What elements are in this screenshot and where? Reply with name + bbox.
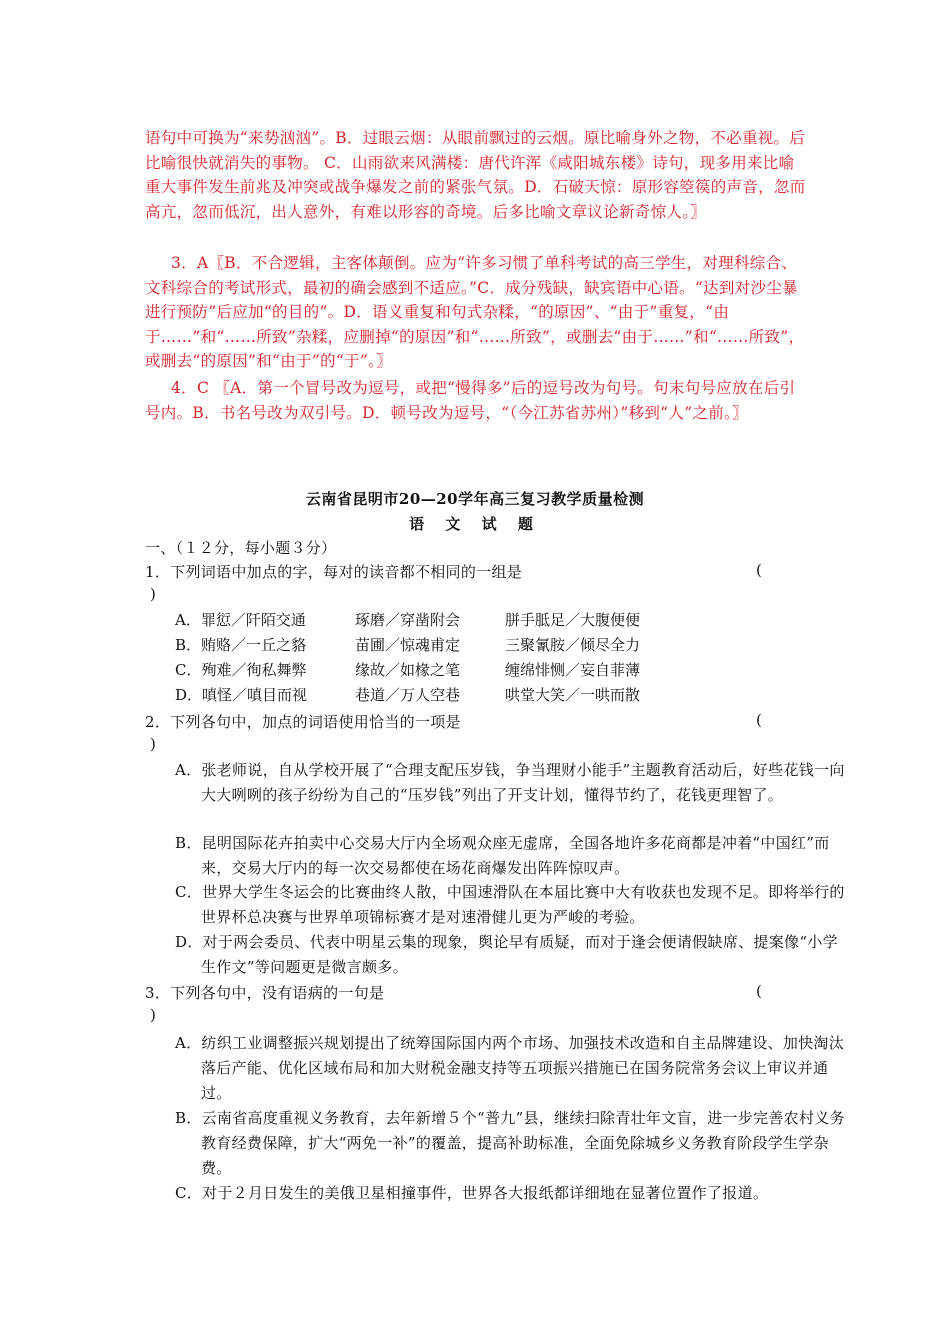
q1-answer-paren-close: ) <box>150 585 156 603</box>
q1-d-col1: D．嗔怪／嗔目而视 <box>175 686 308 704</box>
q1-stem: 1．下列词语中加点的字，每对的读音都不相同的一组是 <box>145 563 523 581</box>
q3-option-b: B．云南省高度重视义务教育，去年新增５个“普九”县，继续扫除青壮年文盲，进一步完善农村义务教育经费保障，扩大“两免一补”的覆盖，提高补助标准，全面免除城乡义务教育阶段学生学杂费。 <box>175 1109 845 1177</box>
q1-b-col3: 三聚氰胺／倾尽全力 <box>505 636 641 654</box>
q1-a-col3: 胼手胝足／大腹便便 <box>505 611 641 629</box>
answer-2-continuation: 语句中可换为“来势汹汹”。B．过眼云烟：从眼前飘过的云烟。原比喻身外之物，不必重视。后比喻很快就消失的事物。 C．山雨欲来风满楼：唐代许浑《咸阳城东楼》诗句，现多用来比喻重大事件发生前兆及冲突或战争爆发之前的紧张气氛。D．石破天惊：原形容箜篌的声音，忽而高亢，忽而低沉，出人意外，有难以形容的奇境。后多比喻文章议论新奇惊人。〗 <box>145 129 806 221</box>
q1-answer-paren-open: ( <box>756 561 762 579</box>
exam-title: 云南省昆明市20—20学年高三复习教学质量检测 <box>305 490 645 508</box>
q2-option-b: B．昆明国际花卉拍卖中心交易大厅内全场观众座无虚席，全国各地许多花商都是冲着“中国红”而来，交易大厅内的每一次交易都使在场花商爆发出阵阵惊叹声。 <box>175 834 830 877</box>
q2-answer-paren-open: ( <box>756 711 762 729</box>
q1-d-col3: 哄堂大笑／一哄而散 <box>505 686 641 704</box>
answer-3: 3．A〖B．不合逻辑，主客体颠倒。应为“许多习惯了单科考试的高三学生，对理科综合、文科综合的考试形式，最初的确会感到不适应。”C．成分残缺，缺宾语中心语。“达到对沙尘暴进行预防”后应加“的目的”。D．语义重复和句式杂糅，“的原因”、“由于”重复，“由于……”和“……所致”杂糅，应删掉“的原因”和“……所致”，或删去“由于……”和“……所致”，或删去“的原因”和“由于”的“于”。〗 <box>145 254 805 370</box>
exam-subtitle: 语 文 试 题 <box>409 515 541 533</box>
q2-option-d: D．对于两会委员、代表中明星云集的现象，舆论早有质疑，而对于逢会便请假缺席、提案像“小学生作文”等问题更是微言颇多。 <box>175 933 838 976</box>
q3-answer-paren-open: ( <box>756 982 762 1000</box>
q1-c-col3: 缠绵悱恻／妄自菲薄 <box>505 661 641 679</box>
q2-stem: 2．下列各句中，加点的词语使用恰当的一项是 <box>145 713 461 731</box>
answer-4: 4．C 〖A．第一个冒号改为逗号，或把“慢得多”后的逗号改为句号。句末句号应放在后引号内。B．书名号改为双引号。D．顿号改为逗号，“（今江苏省苏州）”移到“人”之前。〗 <box>145 379 796 422</box>
section-1-heading: 一、（１２分，每小题３分） <box>145 539 337 557</box>
q3-stem: 3．下列各句中，没有语病的一句是 <box>145 984 385 1002</box>
q3-option-a: A．纺织工业调整振兴规划提出了统筹国际国内两个市场、加强技术改造和自主品牌建设、加快淘汰落后产能、优化区域布局和加大财税金融支持等五项振兴措施已在国务院常务会议上审议并通过。 <box>175 1034 845 1102</box>
q2-answer-paren-close: ) <box>150 735 156 753</box>
q1-c-col1: C．殉难／徇私舞弊 <box>175 661 307 679</box>
q1-c-col2: 缘故／如椽之笔 <box>355 661 461 679</box>
q1-b-col1: B．贿赂／一丘之貉 <box>175 636 307 654</box>
q2-option-c: C．世界大学生冬运会的比赛曲终人散，中国速滑队在本届比赛中大有收获也发现不足。即将举行的世界杯总决赛与世界单项锦标赛才是对速滑健儿更为严峻的考验。 <box>175 883 845 926</box>
q3-answer-paren-close: ) <box>150 1006 156 1024</box>
q1-d-col2: 巷道／万人空巷 <box>355 686 461 704</box>
q3-option-c: C．对于２月日发生的美俄卫星相撞事件，世界各大报纸都详细地在显著位置作了报道。 <box>175 1184 769 1202</box>
q1-a-col1: A．罪愆／阡陌交通 <box>175 611 306 629</box>
q1-a-col2: 琢磨／穿凿附会 <box>355 611 461 629</box>
q1-b-col2: 苗圃／惊魂甫定 <box>355 636 461 654</box>
q2-option-a: A．张老师说，自从学校开展了“合理支配压岁钱，争当理财小能手”主题教育活动后，好些花钱一向大大咧咧的孩子纷纷为自己的“压岁钱”列出了开支计划，懂得节约了，花钱更理智了。 <box>175 761 845 804</box>
